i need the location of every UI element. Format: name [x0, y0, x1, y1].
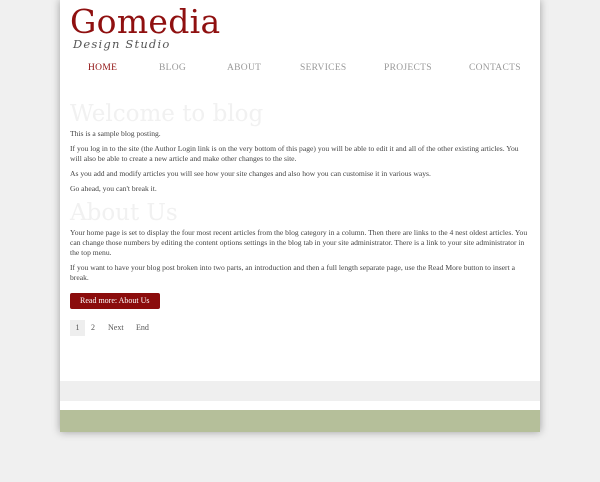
post-paragraph: If you want to have your blog post broken into two parts, an introduction and then a full length separate page, use the Read More button to insert a break.	[70, 263, 515, 282]
page-container	[60, 0, 540, 432]
post-paragraph: Your home page is set to display the four most recent articles from the blog category in a column. Then there are links to the 4 nest oldest articles. You can change those numbers by editing the content options settings in the blog tab in your site administrator. There is a link to your site administrator in the top menu.	[70, 228, 528, 257]
post-paragraph: Go ahead, you can't break it.	[70, 184, 157, 193]
post-paragraph: This is a sample blog posting.	[70, 129, 161, 138]
post-paragraph: If you log in to the site (the Author Login link is on the very bottom of this page) you will be able to edit it and all of the other existing articles. You will also be able to create a new article and make other changes to the site.	[70, 144, 519, 163]
pagination-current-page: 1	[70, 320, 85, 336]
site-logo[interactable]	[70, 3, 221, 51]
nav-item-services[interactable]: SERVICES	[300, 63, 347, 73]
post-paragraph: As you add and modify articles you will see how your site changes and also how you can customise it in various ways.	[70, 169, 431, 178]
nav-item-home[interactable]: HOME	[88, 63, 118, 73]
footer-band	[60, 381, 540, 401]
nav-item-contacts[interactable]: CONTACTS	[469, 63, 521, 73]
pagination-next[interactable]: Next	[108, 323, 124, 332]
read-more-button[interactable]: Read more: About Us	[70, 293, 160, 309]
main-content	[70, 100, 530, 309]
nav-item-about[interactable]: ABOUT	[227, 63, 262, 73]
bottom-bar	[60, 410, 540, 432]
post-title[interactable]: Welcome to blog	[70, 101, 264, 127]
nav-item-projects[interactable]: PROJECTS	[384, 63, 432, 73]
post-title[interactable]: About Us	[70, 200, 178, 226]
pagination-end[interactable]: End	[136, 323, 149, 332]
pagination-page-2[interactable]: 2	[91, 323, 95, 332]
site-subtitle: Design Studio	[73, 37, 171, 51]
site-title[interactable]: Gomedia	[70, 2, 221, 41]
blog-post	[70, 199, 530, 309]
nav-item-blog[interactable]: BLOG	[159, 63, 187, 73]
main-nav	[60, 63, 540, 77]
blog-post	[70, 100, 530, 194]
